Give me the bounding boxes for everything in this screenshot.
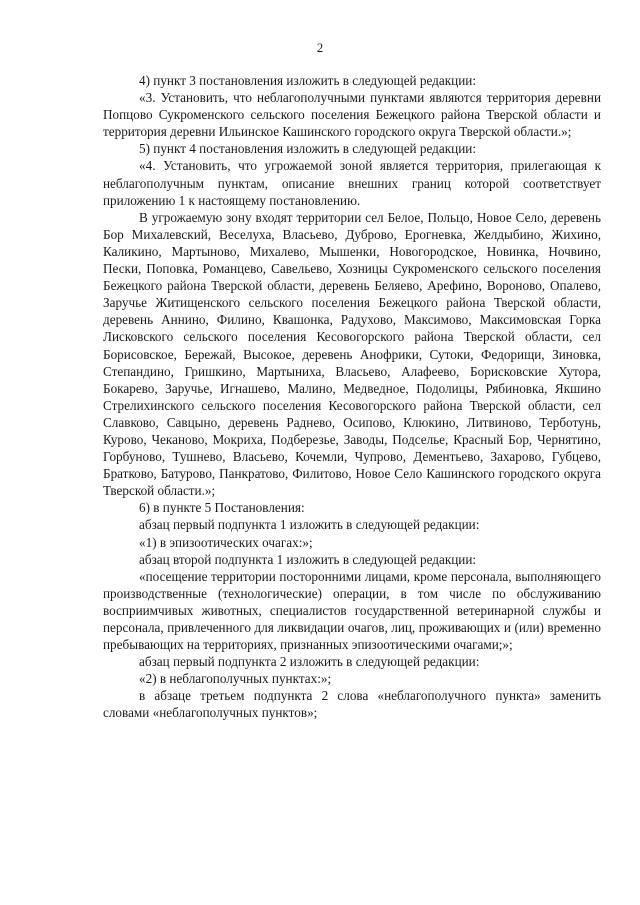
paragraph-sub1-second-heading: абзац второй подпункта 1 изложить в следующей редакции: — [139, 551, 477, 567]
paragraph-sub2-first-text: «2) в неблагополучных пунктах:»; — [139, 671, 332, 687]
paragraph-sub2-third-amendment: в абзаце третьем подпункта 2 слова «неблагополучного пункта» заменить словами «неблагополучных пунктов»; — [103, 688, 601, 721]
paragraph-threatened-zone-list: В угрожаемую зону входят территории сел Белое, Польцо, Новое Село, деревень Бор Михалевский, Веселуха, Власьево, Дуброво, Ерогневка, Желдыбино, Жихино, Каликино, Мартыново, Михалево, Мышенки, Новогородское, Новинка, Ночвино, Пески, Поповка, Романцево, Савельево, Хозницы Сукроменского сельского поселения Бежецкого района Тверской области, деревень Беляево, Арефино, Вороново, Опалево, Заручье Житищенского сельского поселения Бежецкого района Тверской области, деревень Аннино, Филино, Квашонка, Радухово, Максимово, Максимовская Горка Лисковского сельского поселения Кесовогорского района Тверской области, сел Борисовское, Бережай, Высокое, деревень Анофрики, Сутоки, Федорищи, Зиновка, Степандино, Гришкино, Мартыниха, Власьево, Алафеево, Борисковские Хутора, Бокарево, Заручье, Игнашево, Малино, Медведное, Подолицы, Рябиновка, Якшино Стрелихинского сельского поселения Кесовогорского района Тверской области, сел Славково, Савцыно, деревень Раднево, Осипово, Клюкино, Литвиново, Терботунь, Курово, Чеканово, Мокриха, Подберезье, Заводы, Подселье, Красный Бор, Чернятино, Горбуново, Тушнево, Власьево, Кочемли, Чупрово, Дементьево, Захарово, Губцево, Братково, Батурово, Панкратово, Филитово, Новое Село Кашинского городского округа Тверской области.»; — [103, 209, 601, 499]
paragraph-sub1-second-text: «посещение территории посторонними лицами, кроме персонала, выполняющего производственные (технологические) операции, в том числе по обслуживанию восприимчивых животных, специалистов государственной ветеринарной службы и персонала, привлеченного для ликвидации очагов, лиц, проживающих и (или) временно пребывающих на территориях, признанных эпизоотическими очагами;»; — [103, 568, 601, 653]
paragraph-item-6-heading: 6) в пункте 5 Постановления: — [139, 500, 305, 516]
page-number: 2 — [316, 40, 324, 55]
document-body — [103, 72, 601, 722]
paragraph-item-4-heading: 4) пункт 3 постановления изложить в следующей редакции: — [139, 73, 476, 88]
paragraph-sub1-first-heading: абзац первый подпункта 1 изложить в следующей редакции: — [139, 517, 480, 533]
paragraph-point-3-text: «3. Установить, что неблагополучными пунктами являются территория деревни Попцово Сукроменского сельского поселения Бежецкого района Тверской области и территория деревни Ильинское Кашинского городского округа Тверской области.»; — [103, 90, 601, 140]
paragraph-sub2-first-heading: абзац первый подпункта 2 изложить в следующей редакции: — [139, 654, 480, 670]
paragraph-item-5-heading: 5) пункт 4 постановления изложить в следующей редакции: — [139, 141, 476, 157]
paragraph-point-4-text: «4. Установить, что угрожаемой зоной является территория, прилегающая к неблагополучным пунктам, описание внешних границ которой соответствует приложению 1 к настоящему постановлению. — [103, 158, 601, 208]
paragraph-sub1-first-text: «1) в эпизоотических очагах:»; — [139, 534, 313, 550]
